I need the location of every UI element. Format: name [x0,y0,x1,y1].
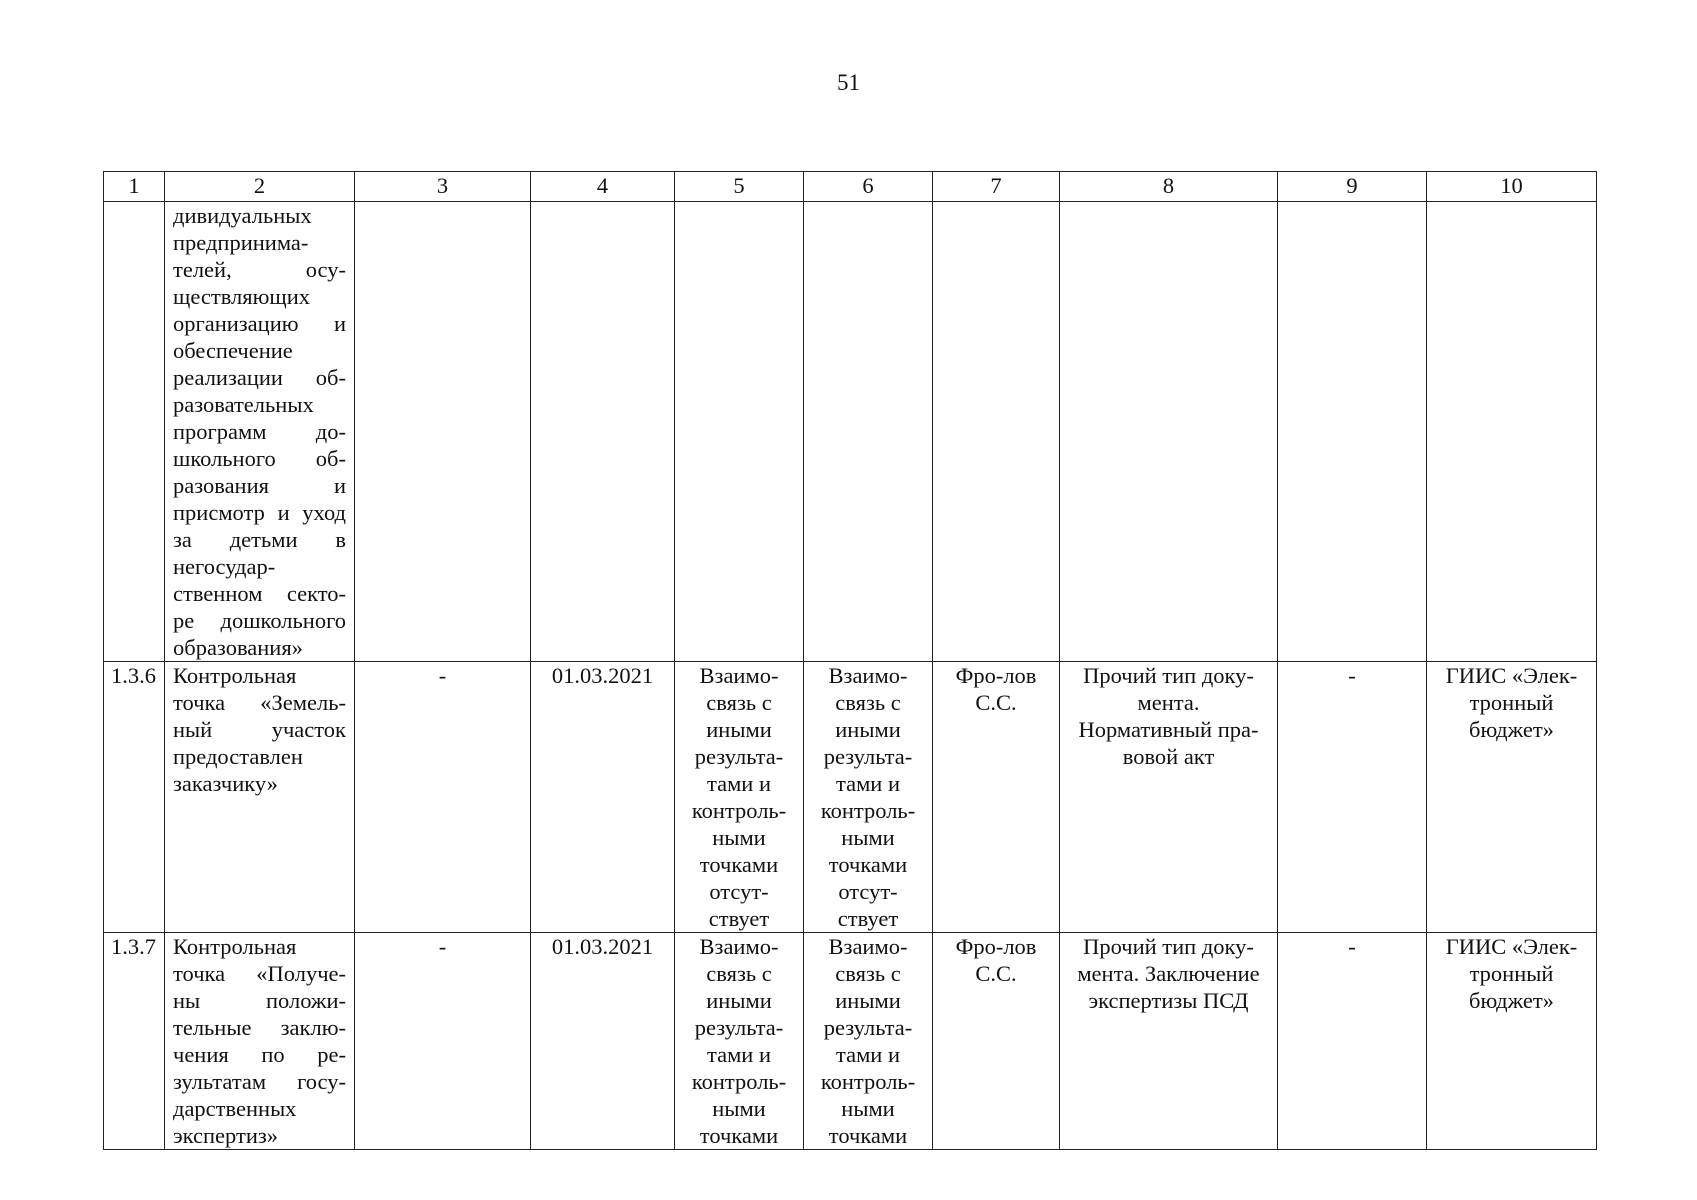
header-col-9: 9 [1278,172,1427,202]
cell-responsible [933,202,1060,662]
header-col-4: 4 [531,172,675,202]
cell-col-5: Взаимо-связь с иными результа-тами и контроль-ными точками отсут-ствует [675,662,804,933]
header-row [104,172,1597,202]
cell-col-9: - [1278,662,1427,933]
cell-responsible: Фро-лов С.С. [933,933,1060,1150]
cell-col-3: - [355,662,531,933]
header-col-10: 10 [1427,172,1597,202]
cell-date: 01.03.2021 [531,662,675,933]
cell-col-3 [355,202,531,662]
header-col-8: 8 [1060,172,1278,202]
header-col-5: 5 [675,172,804,202]
cell-date [531,202,675,662]
cell-col-9 [1278,202,1427,662]
cell-description: Контрольная точка «Получе-ны положи-тельные заклю-чения по ре-зультатам госу-дарственных экспертиз» [165,933,355,1150]
header-col-6: 6 [804,172,933,202]
cell-document-type: Прочий тип доку-мента. Заключение экспертизы ПСД [1060,933,1278,1150]
header-col-1: 1 [104,172,165,202]
header-col-7: 7 [933,172,1060,202]
cell-col-5: Взаимо-связь с иными результа-тами и контроль-ными точками [675,933,804,1150]
cell-system [1427,202,1597,662]
page-number: 51 [837,70,860,95]
cell-col-5 [675,202,804,662]
cell-number: 1.3.6 [104,662,165,933]
cell-col-9: - [1278,933,1427,1150]
cell-document-type [1060,202,1278,662]
cell-document-type: Прочий тип доку-мента. Нормативный пра-вовой акт [1060,662,1278,933]
table-row [104,933,1597,1150]
cell-col-6: Взаимо-связь с иными результа-тами и контроль-ными точками отсут-ствует [804,662,933,933]
header-col-3: 3 [355,172,531,202]
header-col-2: 2 [165,172,355,202]
cell-system: ГИИС «Элек-тронный бюджет» [1427,933,1597,1150]
table-row [104,662,1597,933]
cell-col-3: - [355,933,531,1150]
cell-number [104,202,165,662]
table-row [104,202,1597,662]
cell-description: Контрольная точка «Земель-ный участок предоставлен заказчику» [165,662,355,933]
cell-col-6 [804,202,933,662]
cell-number: 1.3.7 [104,933,165,1150]
cell-date: 01.03.2021 [531,933,675,1150]
cell-system: ГИИС «Элек-тронный бюджет» [1427,662,1597,933]
cell-responsible: Фро-лов С.С. [933,662,1060,933]
cell-description: дивидуальных предпринима-телей, осу-ществляющих организацию и обеспечение реализации об-разовательных программ до-школьного об-разования и присмотр и уход за детьми в негосудар-ственном секто-ре дошкольного образования» [165,202,355,662]
document-table [103,171,1597,1150]
cell-col-6: Взаимо-связь с иными результа-тами и контроль-ными точками [804,933,933,1150]
